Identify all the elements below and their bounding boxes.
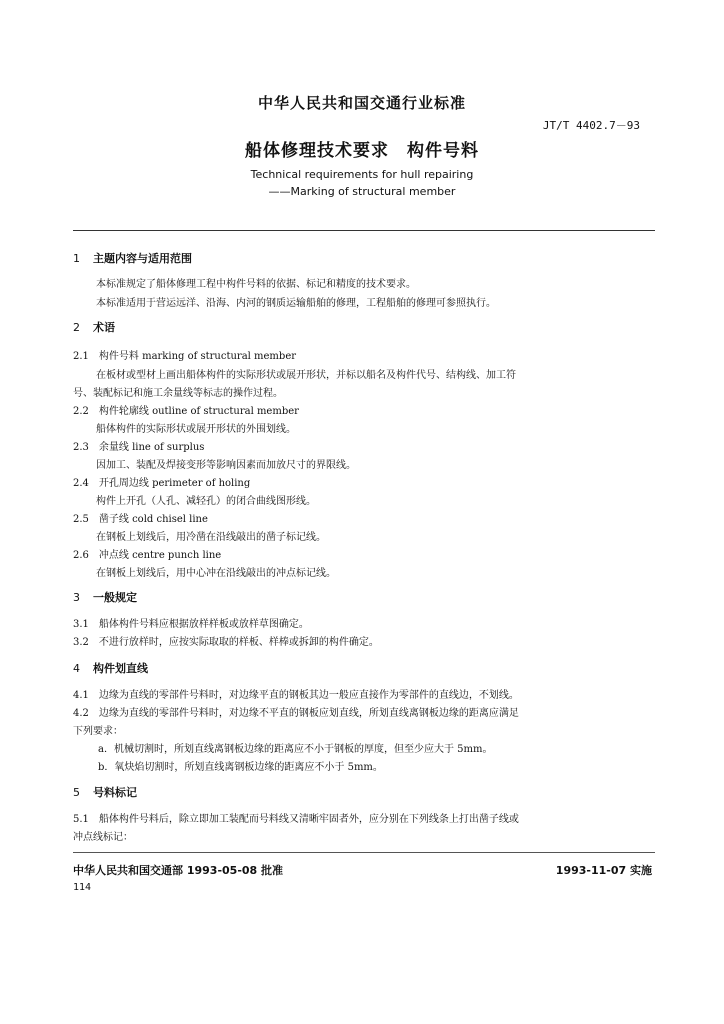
paragraph: 本标准适用于营运远洋、沿海、内河的钢质运输船舶的修理，工程船舶的修理可参照执行。 <box>96 298 496 309</box>
section-number: 4 <box>73 662 80 675</box>
section-4-heading <box>73 660 148 676</box>
term-item: 2.2 构件轮廓线 outline of structural member <box>73 406 299 417</box>
section-title: 号料标记 <box>93 786 137 799</box>
document-title: 船体修理技术要求 构件号料 <box>245 141 479 161</box>
list-item: a．机械切割时，所划直线离钢板边缘的距离应不小于钢板的厚度，但至少应大于 5mm。 <box>98 744 493 755</box>
term-definition: 在钢板上划线后，用中心冲在沿线敲出的冲点标记线。 <box>96 568 336 579</box>
section-number: 2 <box>73 321 80 334</box>
english-title-line-2: ——Marking of structural member <box>268 185 456 198</box>
section-3-heading <box>73 589 137 605</box>
clause: 3.1 船体构件号料应根据放样样板或放样草图确定。 <box>73 619 309 630</box>
clause: 4.1 边缘为直线的零部件号料时，对边缘平直的钢板其边一般应直接作为零部件的直线边，不划线。 <box>73 690 519 701</box>
page-number: 114 <box>73 882 92 893</box>
term-definition: 因加工、装配及焊接变形等影响因素而加放尺寸的界限线。 <box>96 460 356 471</box>
english-title-line-1: Technical requirements for hull repairing <box>250 168 474 181</box>
section-number: 5 <box>73 786 80 799</box>
section-5-heading <box>73 784 137 800</box>
section-number: 3 <box>73 591 80 604</box>
section-1-heading <box>73 250 192 266</box>
section-number: 1 <box>73 252 80 265</box>
term-definition: 号、装配标记和施工余量线等标志的操作过程。 <box>73 388 283 399</box>
approval-text: 中华人民共和国交通部 1993-05-08 批准 <box>73 864 284 877</box>
standard-code: JT/T 4402.7－93 <box>542 119 640 132</box>
list-item: b．氧炔焰切割时，所划直线离钢板边缘的距离应不小于 5mm。 <box>98 762 383 773</box>
clause: 4.2 边缘为直线的零部件号料时，对边缘不平直的钢板应划直线，所划直线离钢板边缘的距离应满足 <box>73 708 519 719</box>
term-definition: 在板材或型材上画出船体构件的实际形状或展开形状，并标以船名及构件代号、结构线、加工符 <box>96 370 516 381</box>
clause: 冲点线标记： <box>73 832 133 843</box>
term-item: 2.6 冲点线 centre punch line <box>73 550 222 561</box>
section-title: 构件划直线 <box>93 662 148 675</box>
section-title: 主题内容与适用范围 <box>93 252 192 265</box>
clause: 3.2 不进行放样时，应按实际取取的样板、样棒或拆卸的构件确定。 <box>73 637 379 648</box>
term-item: 2.5 凿子线 cold chisel line <box>73 514 208 525</box>
term-item: 2.1 构件号料 marking of structural member <box>73 351 297 362</box>
paragraph: 本标准规定了船体修理工程中构件号料的依据、标记和精度的技术要求。 <box>96 279 416 290</box>
clause: 5.1 船体构件号料后，除立即加工装配而号料线又清晰牢固者外，应分别在下列线条上打出凿子线或 <box>73 814 519 825</box>
section-title: 一般规定 <box>93 591 137 604</box>
header-divider <box>73 230 655 231</box>
term-definition: 船体构件的实际形状或展开形状的外围划线。 <box>96 424 296 435</box>
section-2-heading <box>73 319 115 335</box>
term-definition: 在钢板上划线后，用冷凿在沿线敲出的凿子标记线。 <box>96 532 326 543</box>
effective-date: 1993-11-07 实施 <box>555 864 652 877</box>
footer-divider <box>73 852 655 853</box>
term-item: 2.3 余量线 line of surplus <box>73 442 205 453</box>
section-title: 术语 <box>93 321 115 334</box>
term-definition: 构件上开孔（人孔、减轻孔）的闭合曲线图形线。 <box>96 496 316 507</box>
org-title: 中华人民共和国交通行业标准 <box>257 94 466 112</box>
clause: 下列要求： <box>73 726 123 737</box>
term-item: 2.4 开孔周边线 perimeter of holing <box>73 478 251 489</box>
